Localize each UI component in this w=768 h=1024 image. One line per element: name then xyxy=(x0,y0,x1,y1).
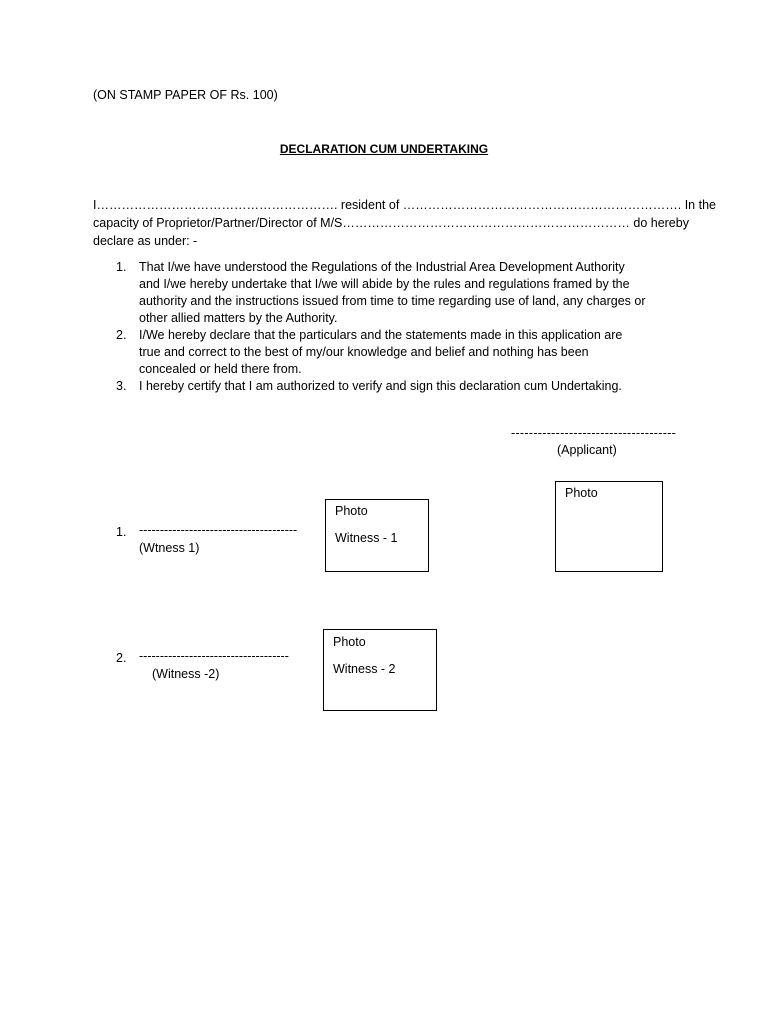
photo-caption: Witness - 1 xyxy=(335,531,398,545)
witness-2-number: 2. xyxy=(116,651,127,665)
declaration-item xyxy=(116,378,686,395)
applicant-signature-line: ------------------------------------- xyxy=(511,426,677,440)
intro-line: declare as under: - xyxy=(93,234,198,248)
photo-label: Photo xyxy=(335,504,368,518)
item-number: 1. xyxy=(116,260,127,274)
item-number: 3. xyxy=(116,379,127,393)
declaration-item xyxy=(116,259,686,327)
intro-paragraph xyxy=(93,196,716,250)
item-number: 2. xyxy=(116,328,127,342)
item-text-line: other allied matters by the Authority. xyxy=(139,311,338,325)
applicant-label: (Applicant) xyxy=(557,443,617,457)
item-text-line: That I/we have understood the Regulations of the Industrial Area Development Authority xyxy=(139,260,625,274)
intro-line: I…………………………………………………. resident of …………………………………………………………. In the xyxy=(93,198,716,212)
intro-line: capacity of Proprietor/Partner/Director of M/S…………………………………………………………… do hereby xyxy=(93,216,689,230)
witness-2-photo-box xyxy=(323,629,437,711)
witness-1-photo-box xyxy=(325,499,429,572)
item-text-line: I hereby certify that I am authorized to verify and sign this declaration cum Undertaking. xyxy=(139,379,622,393)
declaration-item xyxy=(116,327,686,378)
item-text xyxy=(139,327,686,378)
document-title: DECLARATION CUM UNDERTAKING xyxy=(279,142,489,156)
item-text xyxy=(139,259,686,327)
item-text xyxy=(139,378,686,395)
photo-caption: Witness - 2 xyxy=(333,662,396,676)
item-text-line: and I/we hereby undertake that I/we will abide by the rules and regulations framed by the xyxy=(139,277,630,291)
witness-1-number: 1. xyxy=(116,525,127,539)
photo-label: Photo xyxy=(333,635,366,649)
witness-1-label: (Wtness 1) xyxy=(139,541,200,555)
witness-2-signature-line: ------------------------------------ xyxy=(139,649,289,663)
declaration-list xyxy=(116,259,686,395)
applicant-photo-box xyxy=(555,481,663,572)
item-text-line: authority and the instructions issued from time to time regarding use of land, any charges or xyxy=(139,294,646,308)
item-text-line: I/We hereby declare that the particulars and the statements made in this application are xyxy=(139,328,623,342)
stamp-paper-note: (ON STAMP PAPER OF Rs. 100) xyxy=(93,88,278,102)
item-text-line: concealed or held there from. xyxy=(139,362,302,376)
witness-2-label: (Witness -2) xyxy=(152,667,220,681)
item-text-line: true and correct to the best of my/our knowledge and belief and nothing has been xyxy=(139,345,589,359)
photo-label: Photo xyxy=(565,486,598,500)
witness-1-signature-line: -------------------------------------- xyxy=(139,523,298,537)
